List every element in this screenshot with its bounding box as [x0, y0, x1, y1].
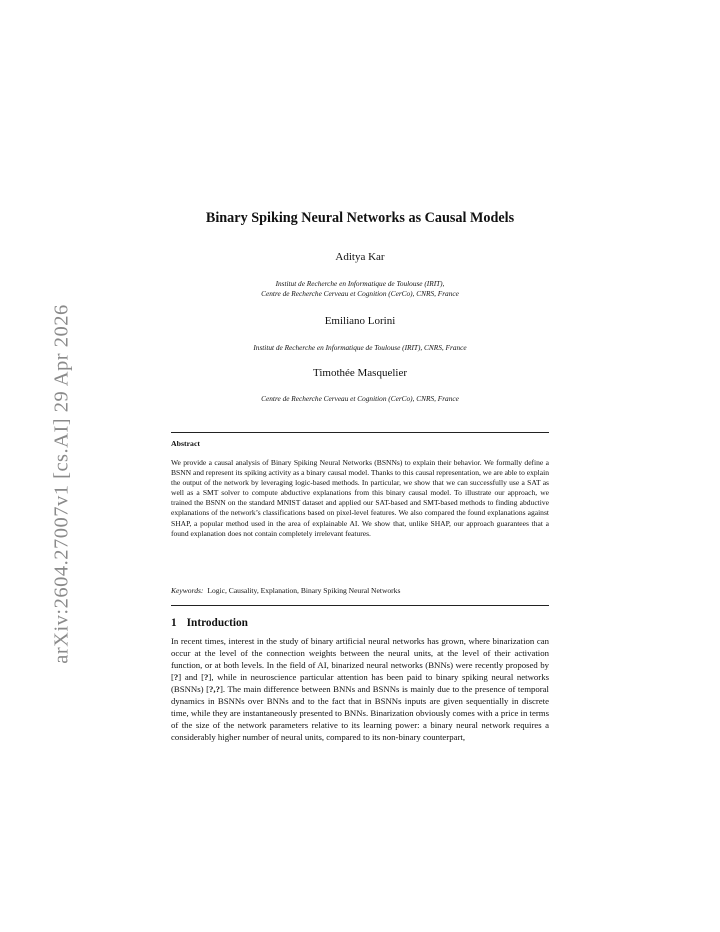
- citation-marker: ?: [204, 672, 209, 683]
- intro-text: ]. The main difference between BNNs and BSNNs is mainly due to the presence of temporal dynamics in BSNNs over BNNs and to the fact that in BSNNs inputs are given sequentially in discrete time, while they are instantaneously presented to BNNs. Binarization obviously comes with a price in terms of the size of the network parameters relative to its learning power: a binary neural network requires a considerably higher number of neural units, compared to its non-binary counterpart,: [171, 684, 549, 743]
- author-name: Emiliano Lorini: [324, 315, 396, 327]
- abstract-heading: Abstract: [171, 439, 201, 448]
- affiliation-line: Institut de Recherche en Informatique de Toulouse (IRIT),: [275, 279, 445, 288]
- keywords-label: Keywords:: [171, 586, 204, 595]
- affiliation-line: Institut de Recherche en Informatique de Toulouse (IRIT), CNRS, France: [253, 343, 467, 352]
- affiliation-line: Centre de Recherche Cerveau et Cognition (CerCo), CNRS, France: [261, 394, 459, 403]
- author-affiliation: [171, 394, 549, 404]
- intro-text: In recent times, interest in the study of binary artificial neural networks has grown, where binarization can occur at the level of the connection weights between the neural units, at the level of their activation function, or at both levels. In the field of AI, binarized neural networks (BNNs) were recently proposed by [: [171, 636, 549, 683]
- author-affiliation: [171, 279, 549, 300]
- author-affiliation: [171, 343, 549, 353]
- section-heading: [171, 617, 248, 629]
- author-name: Aditya Kar: [335, 251, 385, 263]
- intro-text: ] and [: [178, 672, 205, 683]
- author-name: Timothée Masquelier: [313, 367, 407, 379]
- abstract-top-rule: [171, 432, 549, 433]
- section-number: 1: [171, 617, 177, 629]
- intro-text: ], while in neuroscience particular attention has been paid to binary spiking neural networks (BSNNs) [: [171, 672, 549, 695]
- arxiv-identifier-stamp: arXiv:2604.27007v1 [cs.AI] 29 Apr 2026: [50, 304, 73, 664]
- citation-marker: ?: [173, 672, 179, 683]
- citation-marker: ?,?: [209, 684, 220, 695]
- keywords-line: [171, 586, 549, 595]
- affiliation-line: Centre de Recherche Cerveau et Cognition (CerCo), CNRS, France: [261, 289, 459, 299]
- keywords-text: Logic, Causality, Explanation, Binary Spiking Neural Networks: [207, 586, 401, 595]
- section-title: Introduction: [186, 617, 248, 629]
- abstract-text: We provide a causal analysis of Binary Spiking Neural Networks (BSNNs) to explain their behavior. We formally define a BSNN and represent its spiking activity as a binary causal model. Thanks to this causal representation, we are able to explain the output of the network by leveraging logic-based methods. In particular, we show that we can successfully use a SAT as well as a SMT solver to compute abductive explanations from this binary causal model. To illustrate our approach, we trained the BSNN on the standard MNIST dataset and applied our SAT-based and SMT-based methods to finding abductive explanations of the network’s classifications based on pixel-level features. We also compared the found explanations against SHAP, a popular method used in the area of explainable AI. We show that, unlike SHAP, our approach guarantees that a found explanation does not contain completely irrelevant features.: [171, 458, 549, 538]
- introduction-paragraph: [171, 635, 549, 743]
- abstract-bottom-rule: [171, 605, 549, 606]
- paper-title: Binary Spiking Neural Networks as Causal Models: [205, 210, 515, 226]
